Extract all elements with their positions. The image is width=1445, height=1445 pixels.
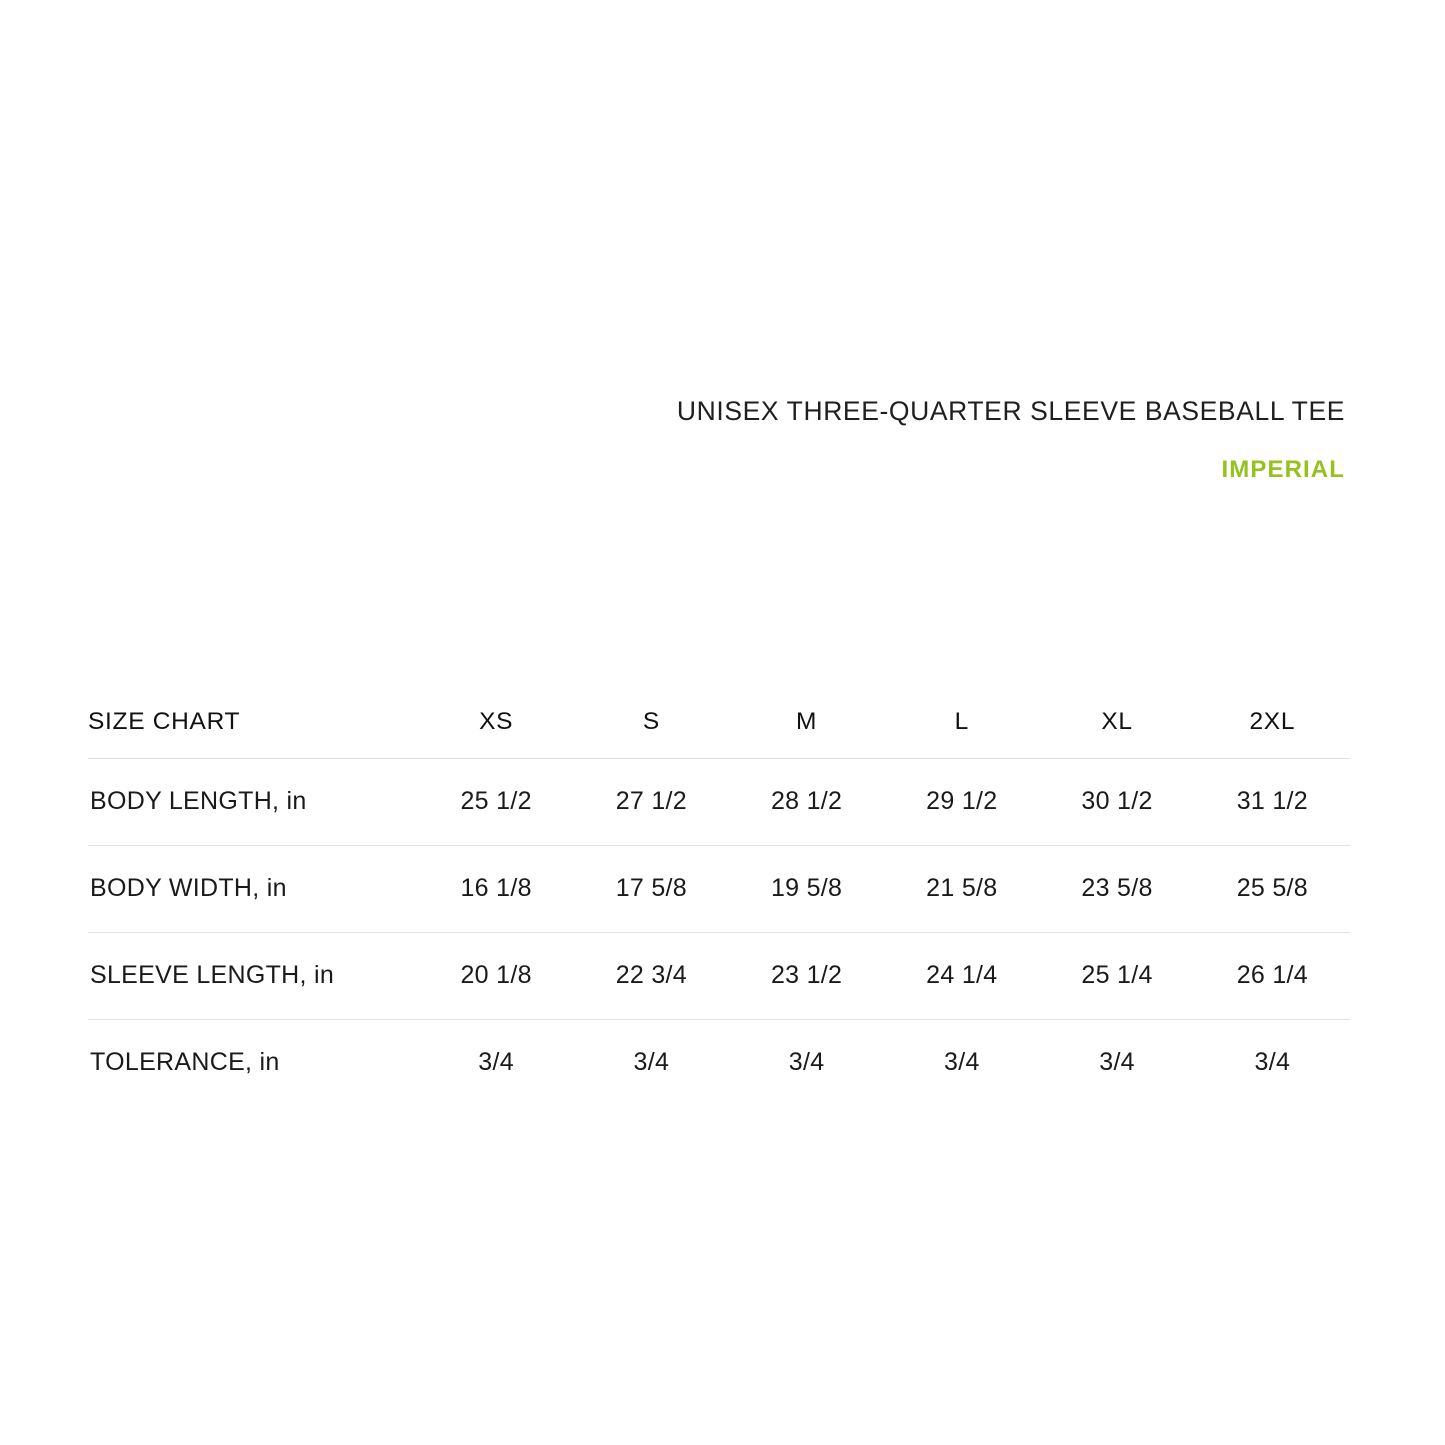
cell-body-width-l: 21 5/8 [884,845,1039,932]
cell-tolerance-s: 3/4 [574,1019,729,1106]
cell-tolerance-xl: 3/4 [1039,1019,1194,1106]
table-corner-label: SIZE CHART [88,707,241,735]
column-header-xl: XL [1101,707,1133,735]
cell-body-length-m: 28 1/2 [729,758,884,845]
cell-body-length-xl: 30 1/2 [1039,758,1194,845]
table-row [88,1019,1350,1106]
row-label-body-length: BODY LENGTH, in [88,758,419,845]
table-row [88,758,1350,845]
cell-tolerance-2xl: 3/4 [1195,1019,1350,1106]
table-row [88,845,1350,932]
cell-body-width-s: 17 5/8 [574,845,729,932]
table-row [88,932,1350,1019]
size-chart-table-wrapper [88,686,1350,1106]
page-title: UNISEX THREE-QUARTER SLEEVE BASEBALL TEE [676,396,1345,426]
column-header-xs: XS [479,707,514,735]
cell-tolerance-m: 3/4 [729,1019,884,1106]
cell-body-width-2xl: 25 5/8 [1195,845,1350,932]
cell-body-length-l: 29 1/2 [884,758,1039,845]
row-label-sleeve-length: SLEEVE LENGTH, in [88,932,419,1019]
cell-body-length-2xl: 31 1/2 [1195,758,1350,845]
header [88,396,1345,484]
column-header-l: L [954,707,969,735]
cell-sleeve-length-s: 22 3/4 [574,932,729,1019]
cell-tolerance-l: 3/4 [884,1019,1039,1106]
column-header-2xl: 2XL [1249,707,1296,735]
table-header-row [88,686,1350,758]
row-label-tolerance: TOLERANCE, in [88,1019,419,1106]
cell-sleeve-length-2xl: 26 1/4 [1195,932,1350,1019]
cell-sleeve-length-xl: 25 1/4 [1039,932,1194,1019]
cell-body-width-xs: 16 1/8 [419,845,574,932]
cell-body-length-xs: 25 1/2 [419,758,574,845]
size-chart-table [88,686,1350,1106]
column-header-m: M [796,707,818,735]
cell-sleeve-length-xs: 20 1/8 [419,932,574,1019]
column-header-s: S [642,707,660,735]
cell-body-length-s: 27 1/2 [574,758,729,845]
unit-system-label: IMPERIAL [1221,455,1345,483]
cell-sleeve-length-l: 24 1/4 [884,932,1039,1019]
cell-sleeve-length-m: 23 1/2 [729,932,884,1019]
cell-body-width-m: 19 5/8 [729,845,884,932]
cell-tolerance-xs: 3/4 [419,1019,574,1106]
cell-body-width-xl: 23 5/8 [1039,845,1194,932]
row-label-body-width: BODY WIDTH, in [88,845,419,932]
